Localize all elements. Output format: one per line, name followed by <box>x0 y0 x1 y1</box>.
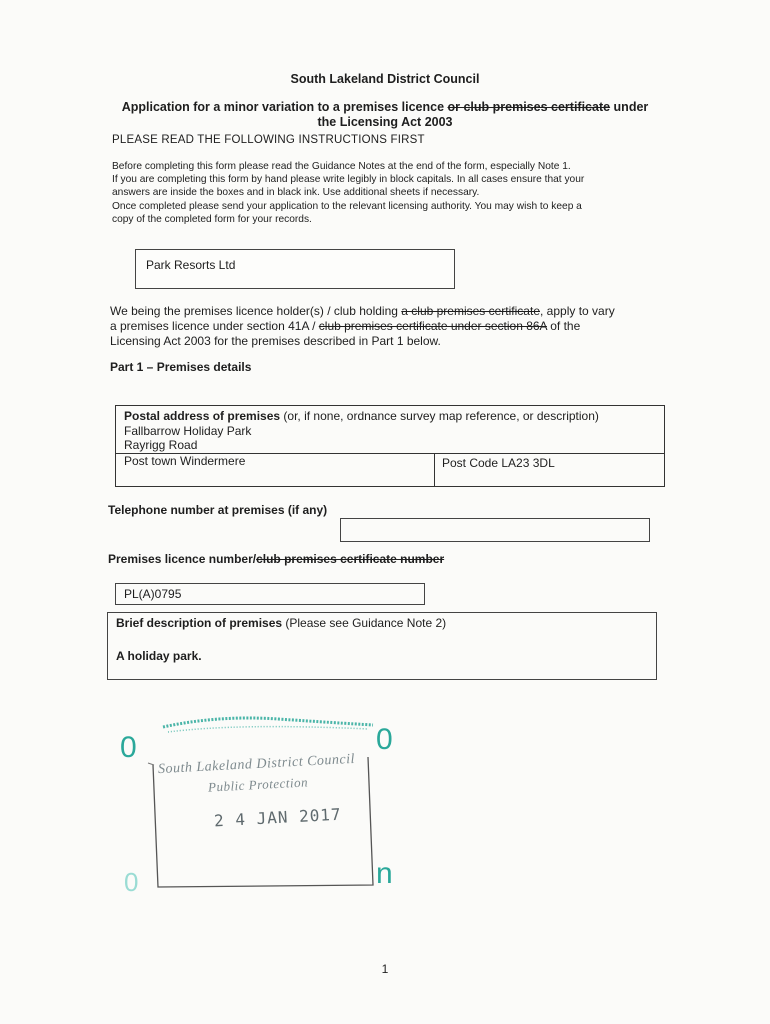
licence-number-value: PL(A)0795 <box>124 587 182 601</box>
part1-heading: Part 1 – Premises details <box>110 360 252 374</box>
applicant-name-field[interactable] <box>135 249 455 289</box>
instruction-line: Once completed please send your application to the relevant licensing authority. You may wish to keep a <box>112 200 582 212</box>
svg-text:0: 0 <box>124 867 139 897</box>
stamp-council-name: South Lakeland District Council <box>157 751 356 778</box>
premises-description-box[interactable] <box>107 612 657 680</box>
page-number: 1 <box>381 962 389 976</box>
form-title-text-end: under <box>610 100 649 114</box>
licence-label-text: Premises licence number/ <box>108 552 257 566</box>
instructions-heading: PLEASE READ THE FOLLOWING INSTRUCTIONS FIRST <box>112 134 425 146</box>
form-title-line2: the Licensing Act 2003 <box>317 115 453 129</box>
post-town-field[interactable]: Post town Windermere <box>124 454 246 468</box>
statement-struck-text: a club premises certificate <box>401 304 540 318</box>
application-statement <box>110 304 670 349</box>
stamp-department: Public Protection <box>207 774 309 795</box>
licence-label-struck-text: club premises certificate number <box>256 552 445 566</box>
description-label-bold: Brief description of premises <box>116 616 283 630</box>
premises-address-label <box>124 409 599 423</box>
statement-line2 <box>110 319 670 334</box>
instructions-text <box>112 160 657 226</box>
premises-description-label <box>116 616 446 630</box>
statement-text: We being the premises licence holder(s) / club holding <box>110 304 402 318</box>
address-line2: Rayrigg Road <box>124 438 198 452</box>
instruction-line: copy of the completed form for your records. <box>112 213 312 225</box>
instruction-line: answers are inside the boxes and in black ink. Use additional sheets if necessary. <box>112 187 480 199</box>
telephone-label: Telephone number at premises (if any) <box>108 503 328 517</box>
council-name: South Lakeland District Council <box>290 72 480 86</box>
premises-address-label-bold: Postal address of premises <box>124 409 281 423</box>
stamp-date: 2 4 JAN 2017 <box>213 804 343 831</box>
form-title-text: Application for a minor variation to a premises licence <box>121 100 448 114</box>
licence-number-label <box>108 552 444 566</box>
statement-line3: Licensing Act 2003 for the premises described in Part 1 below. <box>110 334 441 348</box>
description-hint: (Please see Guidance Note 2) <box>282 616 447 630</box>
postcode-divider <box>434 453 435 486</box>
instruction-line: If you are completing this form by hand please write legibly in block capitals. In all cases ensure that your <box>112 174 585 186</box>
stamp-graphic <box>118 705 403 905</box>
svg-text:n: n <box>376 857 393 890</box>
statement-text: , apply to vary <box>540 304 615 318</box>
form-title <box>0 100 770 130</box>
instruction-line: Before completing this form please read the Guidance Notes at the end of the form, especially Note 1. <box>112 161 571 172</box>
svg-text:0: 0 <box>120 731 137 764</box>
statement-text: a premises licence under section 41A / <box>110 319 319 333</box>
statement-line1 <box>110 304 670 319</box>
address-line1: Fallbarrow Holiday Park <box>124 424 252 438</box>
statement-struck-text: club premises certificate under section 86A <box>318 319 547 333</box>
svg-text:0: 0 <box>376 723 393 756</box>
applicant-name-value: Park Resorts Ltd <box>146 258 236 272</box>
form-title-struck-text: or club premises certificate <box>447 100 611 114</box>
premises-address-hint: (or, if none, ordnance survey map reference, or description) <box>280 409 599 423</box>
premises-description-value: A holiday park. <box>116 649 202 663</box>
licence-number-field[interactable] <box>115 583 425 605</box>
post-code-field[interactable]: Post Code LA23 3DL <box>442 456 555 470</box>
statement-text: of the <box>546 319 581 333</box>
form-title-line1 <box>0 100 770 115</box>
premises-address-box[interactable] <box>115 405 665 487</box>
telephone-field[interactable] <box>340 518 650 542</box>
received-stamp <box>118 705 403 905</box>
